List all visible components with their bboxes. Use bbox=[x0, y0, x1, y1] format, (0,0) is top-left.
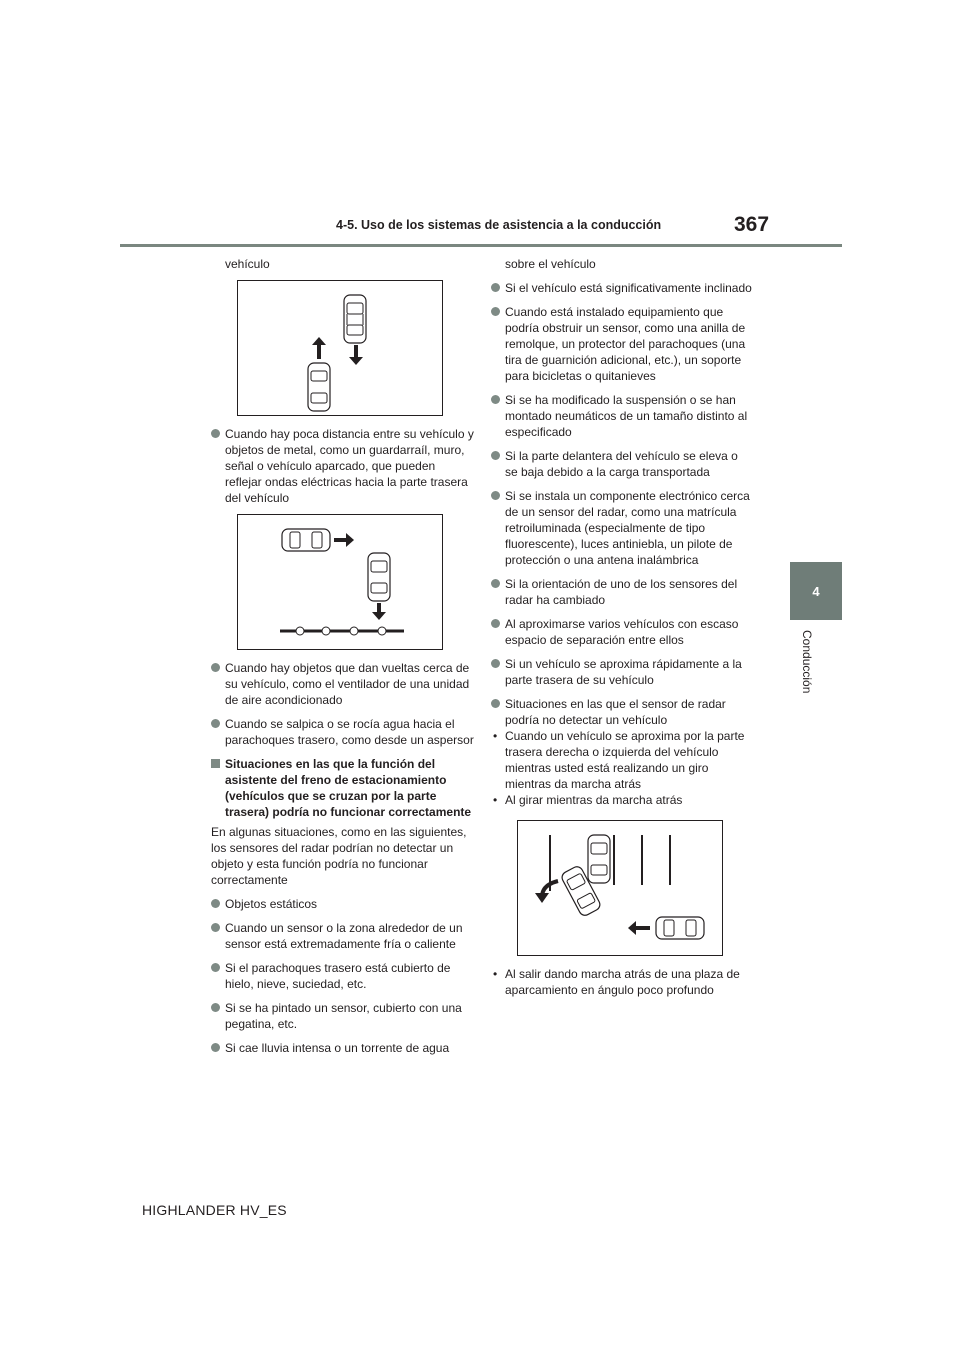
sub-item: • Al girar mientras da marcha atrás bbox=[491, 792, 753, 808]
continuation-text: sobre el vehículo bbox=[505, 257, 596, 271]
arrow-right-icon bbox=[334, 533, 354, 547]
bullet-list-a bbox=[211, 426, 475, 506]
sub-item: • Al salir dando marcha atrás de una plaza de aparcamiento en ángulo poco profundo bbox=[491, 966, 753, 998]
bullet-list-c bbox=[211, 896, 475, 1056]
figure-reversing-vehicles bbox=[237, 280, 443, 416]
arrow-down-icon bbox=[372, 603, 386, 620]
arrow-left-icon bbox=[628, 921, 650, 935]
diagram-angled-parking bbox=[518, 821, 722, 955]
car-icon bbox=[344, 295, 366, 343]
right-column bbox=[491, 256, 753, 998]
bullet-list-b bbox=[211, 660, 475, 748]
header-rule bbox=[120, 244, 842, 247]
bullet-item: Si el vehículo está significativamente inclinado bbox=[491, 280, 753, 296]
chapter-tab bbox=[790, 562, 842, 620]
chapter-label: Conducción bbox=[800, 630, 814, 694]
bullet-item: Cuando se salpica o se rocía agua hacia el parachoques trasero, como desde un aspersor bbox=[211, 716, 475, 748]
page-number: 367 bbox=[734, 213, 770, 236]
bullet-item: Si se instala un componente electrónico cerca de un sensor del radar, como una matrícula retroiluminada (especialmente de tipo fluorescente), luces antiniebla, un pilote de protección o una antena inalámbrica bbox=[491, 488, 753, 568]
bullet-item: Objetos estáticos bbox=[211, 896, 475, 912]
bullet-item: Si la orientación de uno de los sensores del radar ha cambiado bbox=[491, 576, 753, 608]
bullet-item: Al aproximarse varios vehículos con escaso espacio de separación entre ellos bbox=[491, 616, 753, 648]
arrow-down-icon bbox=[349, 345, 363, 365]
bullet-list-right bbox=[491, 280, 753, 728]
sub-item: • Cuando un vehículo se aproxima por la parte trasera derecha o izquierda del vehículo mientras usted está realizando un giro mientras da marcha atrás bbox=[491, 728, 753, 792]
diagram-guardrail bbox=[238, 515, 442, 649]
car-icon bbox=[282, 529, 330, 551]
continuation-text: vehículo bbox=[225, 257, 270, 271]
car-icon bbox=[368, 553, 390, 601]
bullet-item: Cuando hay poca distancia entre su vehículo y objetos de metal, como un guardarraíl, muro, señal o vehículo aparcado, que pueden reflejar ondas eléctricas hacia la parte trasera del vehículo bbox=[211, 426, 475, 506]
guardrail-icon bbox=[280, 627, 404, 635]
bullet-item: Si la parte delantera del vehículo se eleva o se baja debido a la carga transportada bbox=[491, 448, 753, 480]
bullet-item: Cuando un sensor o la zona alrededor de un sensor está extremadamente fría o caliente bbox=[211, 920, 475, 952]
sub-list-after bbox=[491, 966, 753, 998]
bullet-item: Situaciones en las que el sensor de radar podría no detectar un vehículo bbox=[491, 696, 753, 728]
chapter-number: 4 bbox=[812, 583, 820, 599]
arrow-up-icon bbox=[312, 337, 326, 359]
bullet-item: Si un vehículo se aproxima rápidamente a la parte trasera de su vehículo bbox=[491, 656, 753, 688]
bullet-item: Si el parachoques trasero está cubierto de hielo, nieve, suciedad, etc. bbox=[211, 960, 475, 992]
bullet-item: Si se ha pintado un sensor, cubierto con una pegatina, etc. bbox=[211, 1000, 475, 1032]
sub-list bbox=[491, 728, 753, 808]
section-heading: Situaciones en las que la función del asistente del freno de estacionamiento (vehículos que se cruzan por la parte trasera) podría no funcionar correctamente bbox=[211, 756, 475, 820]
bullet-item: Si cae lluvia intensa o un torrente de agua bbox=[211, 1040, 475, 1056]
car-icon bbox=[588, 835, 610, 883]
car-icon bbox=[656, 917, 704, 939]
figure-parking-lot bbox=[517, 820, 723, 956]
bullet-item: Cuando está instalado equipamiento que podría obstruir un sensor, como una anilla de remolque, un protector del parachoques (una tira de guarnición adicional, etc.), un soporte para bicicletas o quitanieves bbox=[491, 304, 753, 384]
curved-arrow-icon bbox=[535, 881, 558, 903]
figure-metal-objects bbox=[237, 514, 443, 650]
car-icon bbox=[308, 363, 330, 411]
diagram-reversing bbox=[238, 281, 442, 415]
bullet-item: Si se ha modificado la suspensión o se han montado neumáticos de un tamaño distinto al especificado bbox=[491, 392, 753, 440]
model-footer: HIGHLANDER HV_ES bbox=[142, 1202, 287, 1218]
bullet-item: Cuando hay objetos que dan vueltas cerca de su vehículo, como el ventilador de una unidad de aire acondicionado bbox=[211, 660, 475, 708]
left-column bbox=[211, 256, 475, 1064]
intro-paragraph: En algunas situaciones, como en las siguientes, los sensores del radar podrían no detectar un objeto y esta función podría no funcionar correctamente bbox=[211, 825, 467, 887]
section-title: 4-5. Uso de los sistemas de asistencia a la conducción bbox=[336, 218, 662, 232]
